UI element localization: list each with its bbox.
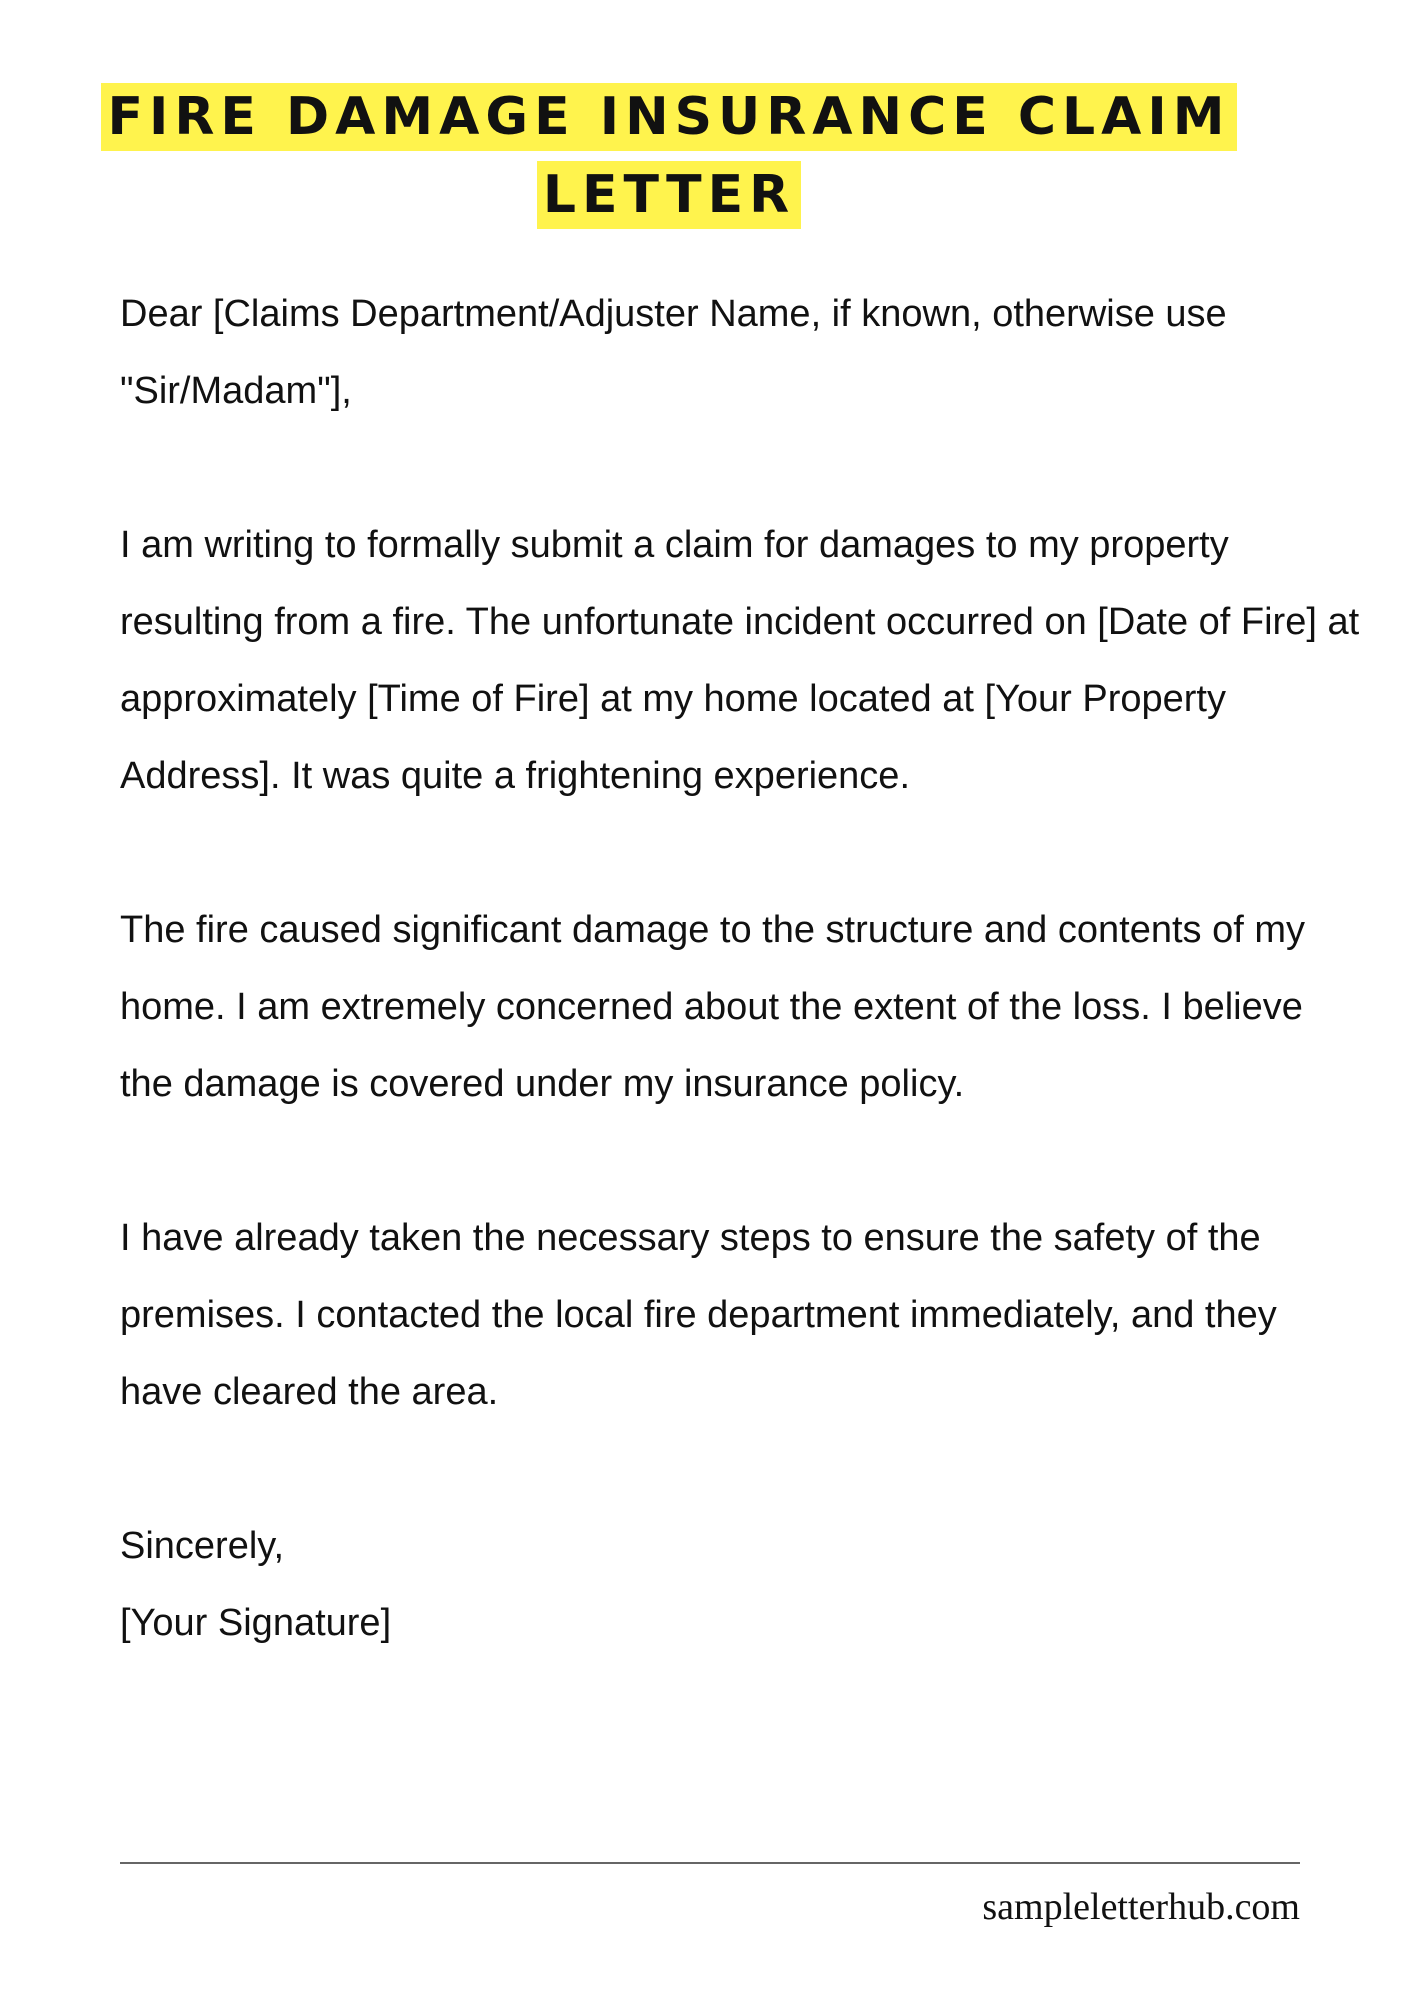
signature: [Your Signature] xyxy=(120,1602,392,1644)
salutation: Dear [Claims Department/Adjuster Name, if known, otherwise use "Sir/Madam"], xyxy=(120,293,1227,412)
paragraph-3: I have already taken the necessary steps to ensure the safety of the premises. I contacted the local fire department immediately, and they have cleared the area. xyxy=(120,1217,1277,1413)
paragraph-spacer xyxy=(120,1431,1360,1508)
footer-website: sampleletterhub.com xyxy=(982,1886,1300,1928)
paragraph-spacer xyxy=(120,1123,1360,1200)
closing: Sincerely, xyxy=(120,1525,285,1567)
letter-body xyxy=(120,276,1360,1662)
paragraph-2: The fire caused significant damage to the structure and contents of my home. I am extremely concerned about the extent of the loss. I believe the damage is covered under my insurance policy. xyxy=(120,909,1305,1105)
footer-divider xyxy=(120,1862,1300,1864)
paragraph-1: I am writing to formally submit a claim for damages to my property resulting from a fire. The unfortunate incident occurred on [Date of Fire] at approximately [Time of Fire] at my home located at [Your Property Address]. It was quite a frightening experience. xyxy=(120,524,1360,797)
paragraph-spacer xyxy=(120,815,1360,892)
letter-title: FIRE DAMAGE INSURANCE CLAIM LETTER xyxy=(101,83,1236,229)
paragraph-spacer xyxy=(120,430,1360,507)
title-container xyxy=(100,78,1238,234)
